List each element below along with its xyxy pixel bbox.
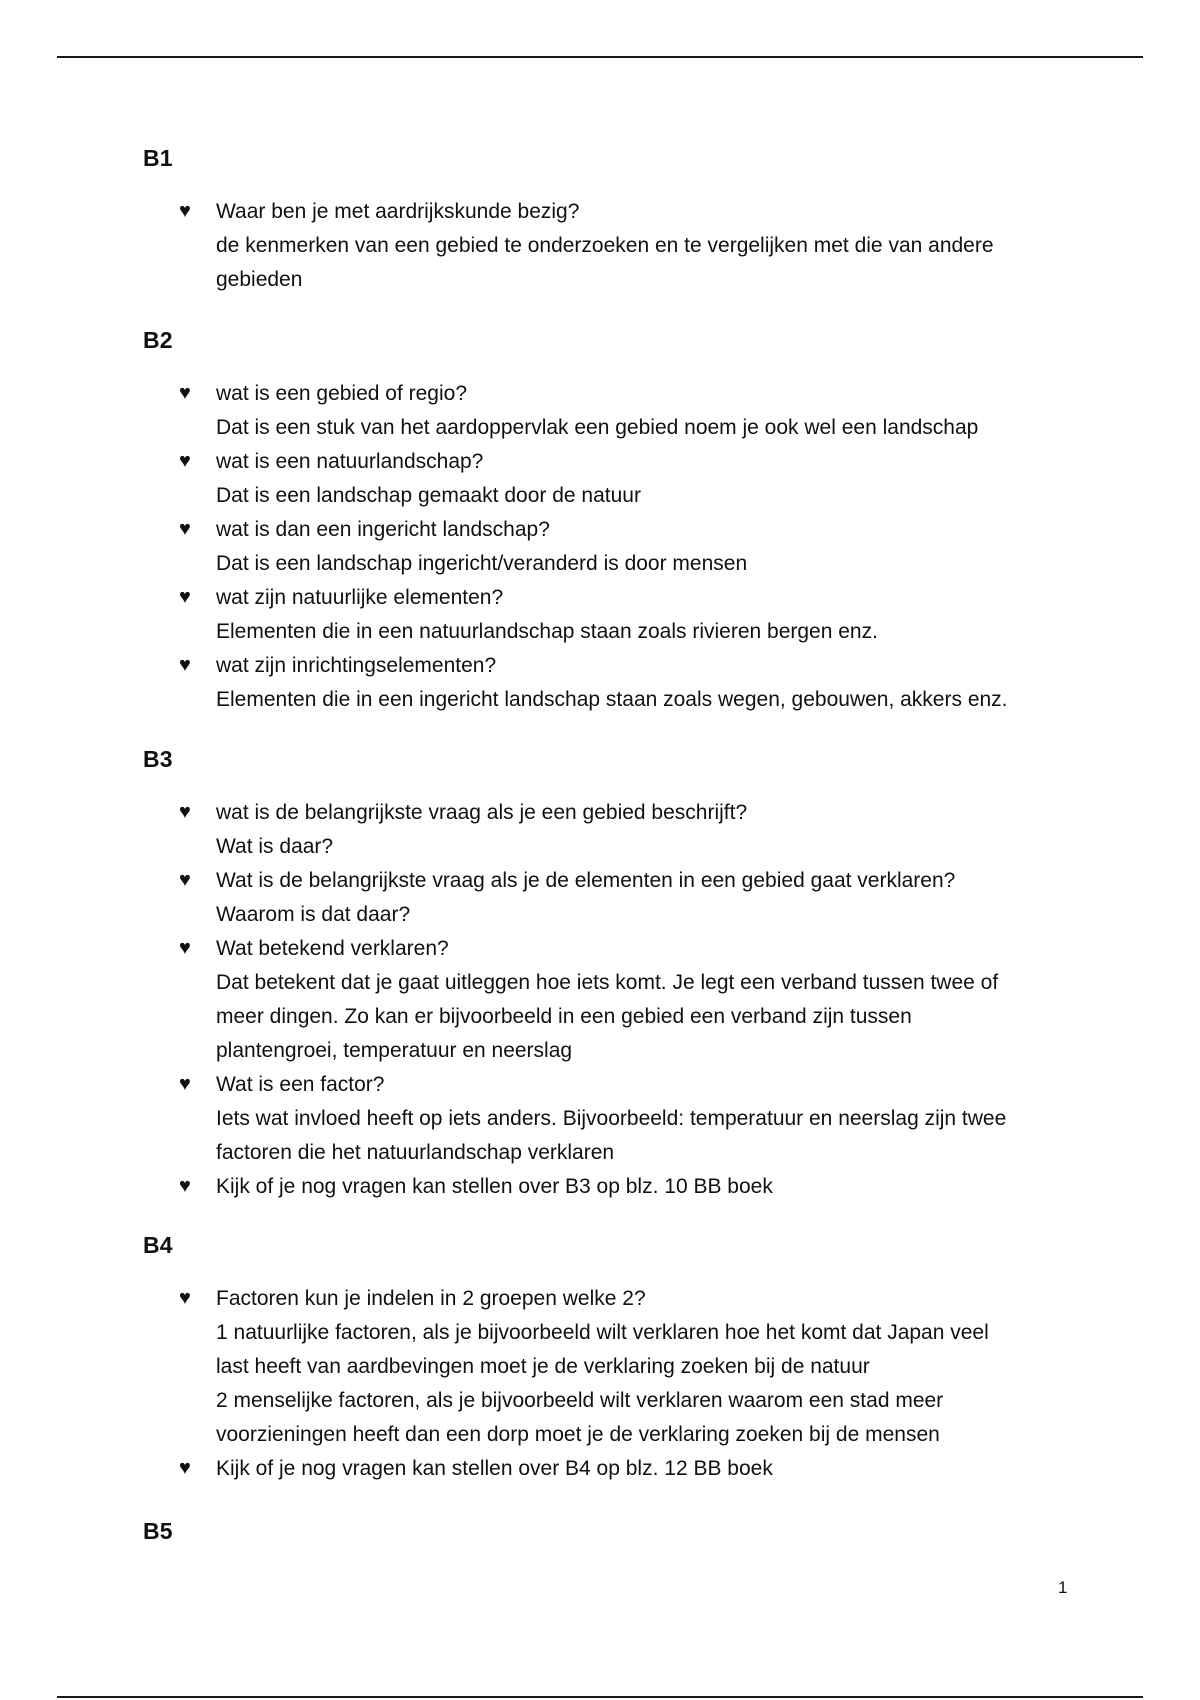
list-item [143,513,1103,581]
section-heading: B4 [143,1232,173,1258]
answer-text: voorzieningen heeft dan een dorp moet je de verklaring zoeken bij de mensen [216,1423,940,1446]
list-item [143,1068,1103,1170]
question-text: Wat is de belangrijkste vraag als je de elementen in een gebied gaat verklaren? [216,869,956,892]
header-rule [57,56,1143,58]
answer-text: 2 menselijke factoren, als je bijvoorbeeld wilt verklaren waarom een stad meer [216,1389,944,1412]
heart-bullet-icon: ♥ [179,450,191,472]
answer-text: Dat betekent dat je gaat uitleggen hoe iets komt. Je legt een verband tussen twee of [216,971,999,994]
heart-bullet-icon: ♥ [179,200,191,222]
answer-text: 1 natuurlijke factoren, als je bijvoorbeeld wilt verklaren hoe het komt dat Japan veel [216,1321,989,1344]
heart-bullet-icon: ♥ [179,382,191,404]
answer-text: Iets wat invloed heeft op iets anders. Bijvoorbeeld: temperatuur en neerslag zijn twee [216,1107,1007,1130]
question-text: wat is dan een ingericht landschap? [216,518,550,541]
question-text: Wat is een factor? [216,1073,385,1096]
section-b5 [143,1516,1103,1546]
heart-bullet-icon: ♥ [179,869,191,891]
answer-text: Dat is een landschap gemaakt door de natuur [216,484,641,507]
list-item [143,445,1103,513]
question-list [143,1282,1103,1486]
list-item [143,581,1103,649]
list-item [143,1452,1103,1486]
heart-bullet-icon: ♥ [179,1457,191,1479]
section-b1 [143,143,1103,297]
section-b2 [143,325,1103,717]
heart-bullet-icon: ♥ [179,654,191,676]
answer-text: factoren die het natuurlandschap verklaren [216,1141,615,1164]
list-item [143,1282,1103,1452]
page-number: 1 [1058,1578,1068,1597]
section-heading: B5 [143,1518,173,1544]
answer-text: plantengroei, temperatuur en neerslag [216,1039,573,1062]
list-item [143,864,1103,932]
answer-text: Dat is een stuk van het aardoppervlak een gebied noem je ook wel een landschap [216,416,979,439]
list-item [143,1170,1103,1204]
question-list [143,796,1103,1204]
question-text: Kijk of je nog vragen kan stellen over B4 op blz. 12 BB boek [216,1457,773,1480]
heart-bullet-icon: ♥ [179,1073,191,1095]
question-text: wat is de belangrijkste vraag als je een gebied beschrijft? [216,801,748,824]
list-item [143,796,1103,864]
section-heading: B2 [143,327,173,353]
answer-text: meer dingen. Zo kan er bijvoorbeeld in een gebied een verband zijn tussen [216,1005,912,1028]
answer-text: last heeft van aardbevingen moet je de verklaring zoeken bij de natuur [216,1355,870,1378]
answer-text: de kenmerken van een gebied te onderzoeken en te vergelijken met die van andere [216,234,994,257]
answer-text: Elementen die in een natuurlandschap staan zoals rivieren bergen enz. [216,620,878,643]
question-list [143,195,1103,297]
heart-bullet-icon: ♥ [179,1287,191,1309]
section-b4 [143,1230,1103,1486]
heart-bullet-icon: ♥ [179,937,191,959]
answer-text: Wat is daar? [216,835,334,858]
answer-text: Waarom is dat daar? [216,903,411,926]
list-item [143,932,1103,1068]
question-text: Kijk of je nog vragen kan stellen over B3 op blz. 10 BB boek [216,1175,773,1198]
list-item [143,195,1103,297]
list-item [143,649,1103,717]
question-list [143,377,1103,717]
question-text: Waar ben je met aardrijkskunde bezig? [216,200,580,223]
heart-bullet-icon: ♥ [179,1175,191,1197]
answer-text: Dat is een landschap ingericht/veranderd is door mensen [216,552,748,575]
question-text: wat is een natuurlandschap? [216,450,484,473]
heart-bullet-icon: ♥ [179,518,191,540]
section-heading: B1 [143,145,173,171]
answer-text: gebieden [216,268,303,291]
question-text: wat is een gebied of regio? [216,382,468,405]
question-text: wat zijn inrichtingselementen? [216,654,497,677]
section-heading: B3 [143,746,173,772]
heart-bullet-icon: ♥ [179,801,191,823]
answer-text: Elementen die in een ingericht landschap staan zoals wegen, gebouwen, akkers enz. [216,688,1008,711]
question-text: wat zijn natuurlijke elementen? [216,586,504,609]
question-text: Wat betekend verklaren? [216,937,449,960]
footer-rule [57,1696,1143,1698]
section-b3 [143,744,1103,1204]
question-text: Factoren kun je indelen in 2 groepen welke 2? [216,1287,646,1310]
list-item [143,377,1103,445]
heart-bullet-icon: ♥ [179,586,191,608]
